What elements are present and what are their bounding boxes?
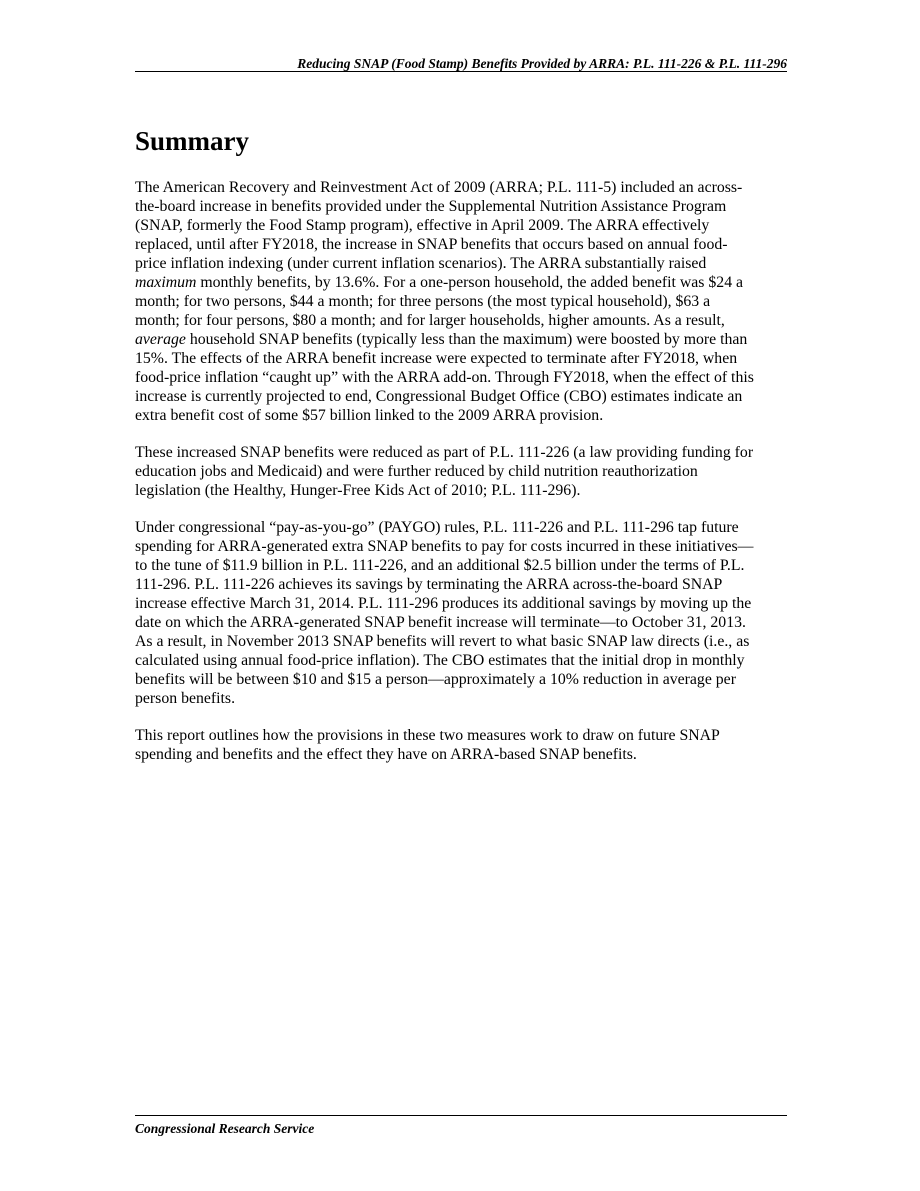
emphasis-average: average: [135, 331, 186, 348]
text-line: (SNAP, formerly the Food Stamp program), effective in April 2009. The ARRA effectively: [135, 217, 710, 234]
text-line: [135, 330, 787, 349]
text-line-rest: household SNAP benefits (typically less than the maximum) were boosted by more than: [185, 331, 748, 348]
text-line: 15%. The effects of the ARRA benefit increase were expected to terminate after FY2018, when: [135, 350, 738, 367]
text-line-rest: monthly benefits, by 13.6%. For a one-person household, the added benefit was $24 a: [196, 274, 744, 291]
text-line: The American Recovery and Reinvestment Act of 2009 (ARRA; P.L. 111-5) included an across-: [135, 179, 743, 196]
text-line: replaced, until after FY2018, the increase in SNAP benefits that occurs based on annual food-: [135, 236, 728, 253]
text-line: This report outlines how the provisions in these two measures work to draw on future SNAP: [135, 727, 720, 744]
paragraph: [135, 178, 787, 425]
text-line: spending for ARRA-generated extra SNAP benefits to pay for costs incurred in these initiatives—: [135, 538, 754, 555]
text-line: Under congressional “pay-as-you-go” (PAYGO) rules, P.L. 111-226 and P.L. 111-296 tap future: [135, 519, 739, 536]
text-line: legislation (the Healthy, Hunger-Free Kids Act of 2010; P.L. 111-296).: [135, 482, 581, 499]
header-divider: [135, 71, 787, 72]
text-line: extra benefit cost of some $57 billion linked to the 2009 ARRA provision.: [135, 407, 604, 424]
running-header: Reducing SNAP (Food Stamp) Benefits Provided by ARRA: P.L. 111-226 & P.L. 111-296: [297, 56, 787, 71]
text-line: month; for four persons, $80 a month; and for larger households, higher amounts. As a result,: [135, 312, 725, 329]
text-line: As a result, in November 2013 SNAP benefits will revert to what basic SNAP law directs (i.e., as: [135, 633, 750, 650]
text-line: education jobs and Medicaid) and were further reduced by child nutrition reauthorization: [135, 463, 698, 480]
text-line: benefits will be between $10 and $15 a person—approximately a 10% reduction in average per: [135, 671, 736, 688]
text-line: 111-296. P.L. 111-226 achieves its savings by terminating the ARRA across-the-board SNAP: [135, 576, 723, 593]
text-line: increase effective March 31, 2014. P.L. 111-296 produces its additional savings by moving up the: [135, 595, 752, 612]
emphasis-maximum: maximum: [135, 274, 197, 291]
text-line: month; for two persons, $44 a month; for three persons (the most typical household), $63 a: [135, 293, 711, 310]
text-line: date on which the ARRA-generated SNAP benefit increase will terminate—to October 31, 2013.: [135, 614, 746, 631]
paragraph: [135, 518, 787, 708]
text-line: to the tune of $11.9 billion in P.L. 111-226, and an additional $2.5 billion under the terms of P.L.: [135, 557, 745, 574]
paragraph: [135, 726, 787, 764]
text-line: price inflation indexing (under current inflation scenarios). The ARRA substantially raised: [135, 255, 707, 272]
footer-divider: [135, 1115, 787, 1116]
page-title: Summary: [135, 126, 249, 156]
text-line: These increased SNAP benefits were reduced as part of P.L. 111-226 (a law providing funding for: [135, 444, 754, 461]
text-line: spending and benefits and the effect they have on ARRA-based SNAP benefits.: [135, 746, 637, 763]
text-line: the-board increase in benefits provided under the Supplemental Nutrition Assistance Program: [135, 198, 727, 215]
text-line: food-price inflation “caught up” with the ARRA add-on. Through FY2018, when the effect of this: [135, 369, 754, 386]
text-line: person benefits.: [135, 690, 236, 707]
footer-source: Congressional Research Service: [135, 1121, 315, 1136]
summary-body: [135, 178, 787, 782]
text-line: increase is currently projected to end, Congressional Budget Office (CBO) estimates indicate an: [135, 388, 743, 405]
paragraph: [135, 443, 787, 500]
text-line: [135, 273, 787, 292]
text-line: calculated using annual food-price inflation). The CBO estimates that the initial drop in monthly: [135, 652, 745, 669]
